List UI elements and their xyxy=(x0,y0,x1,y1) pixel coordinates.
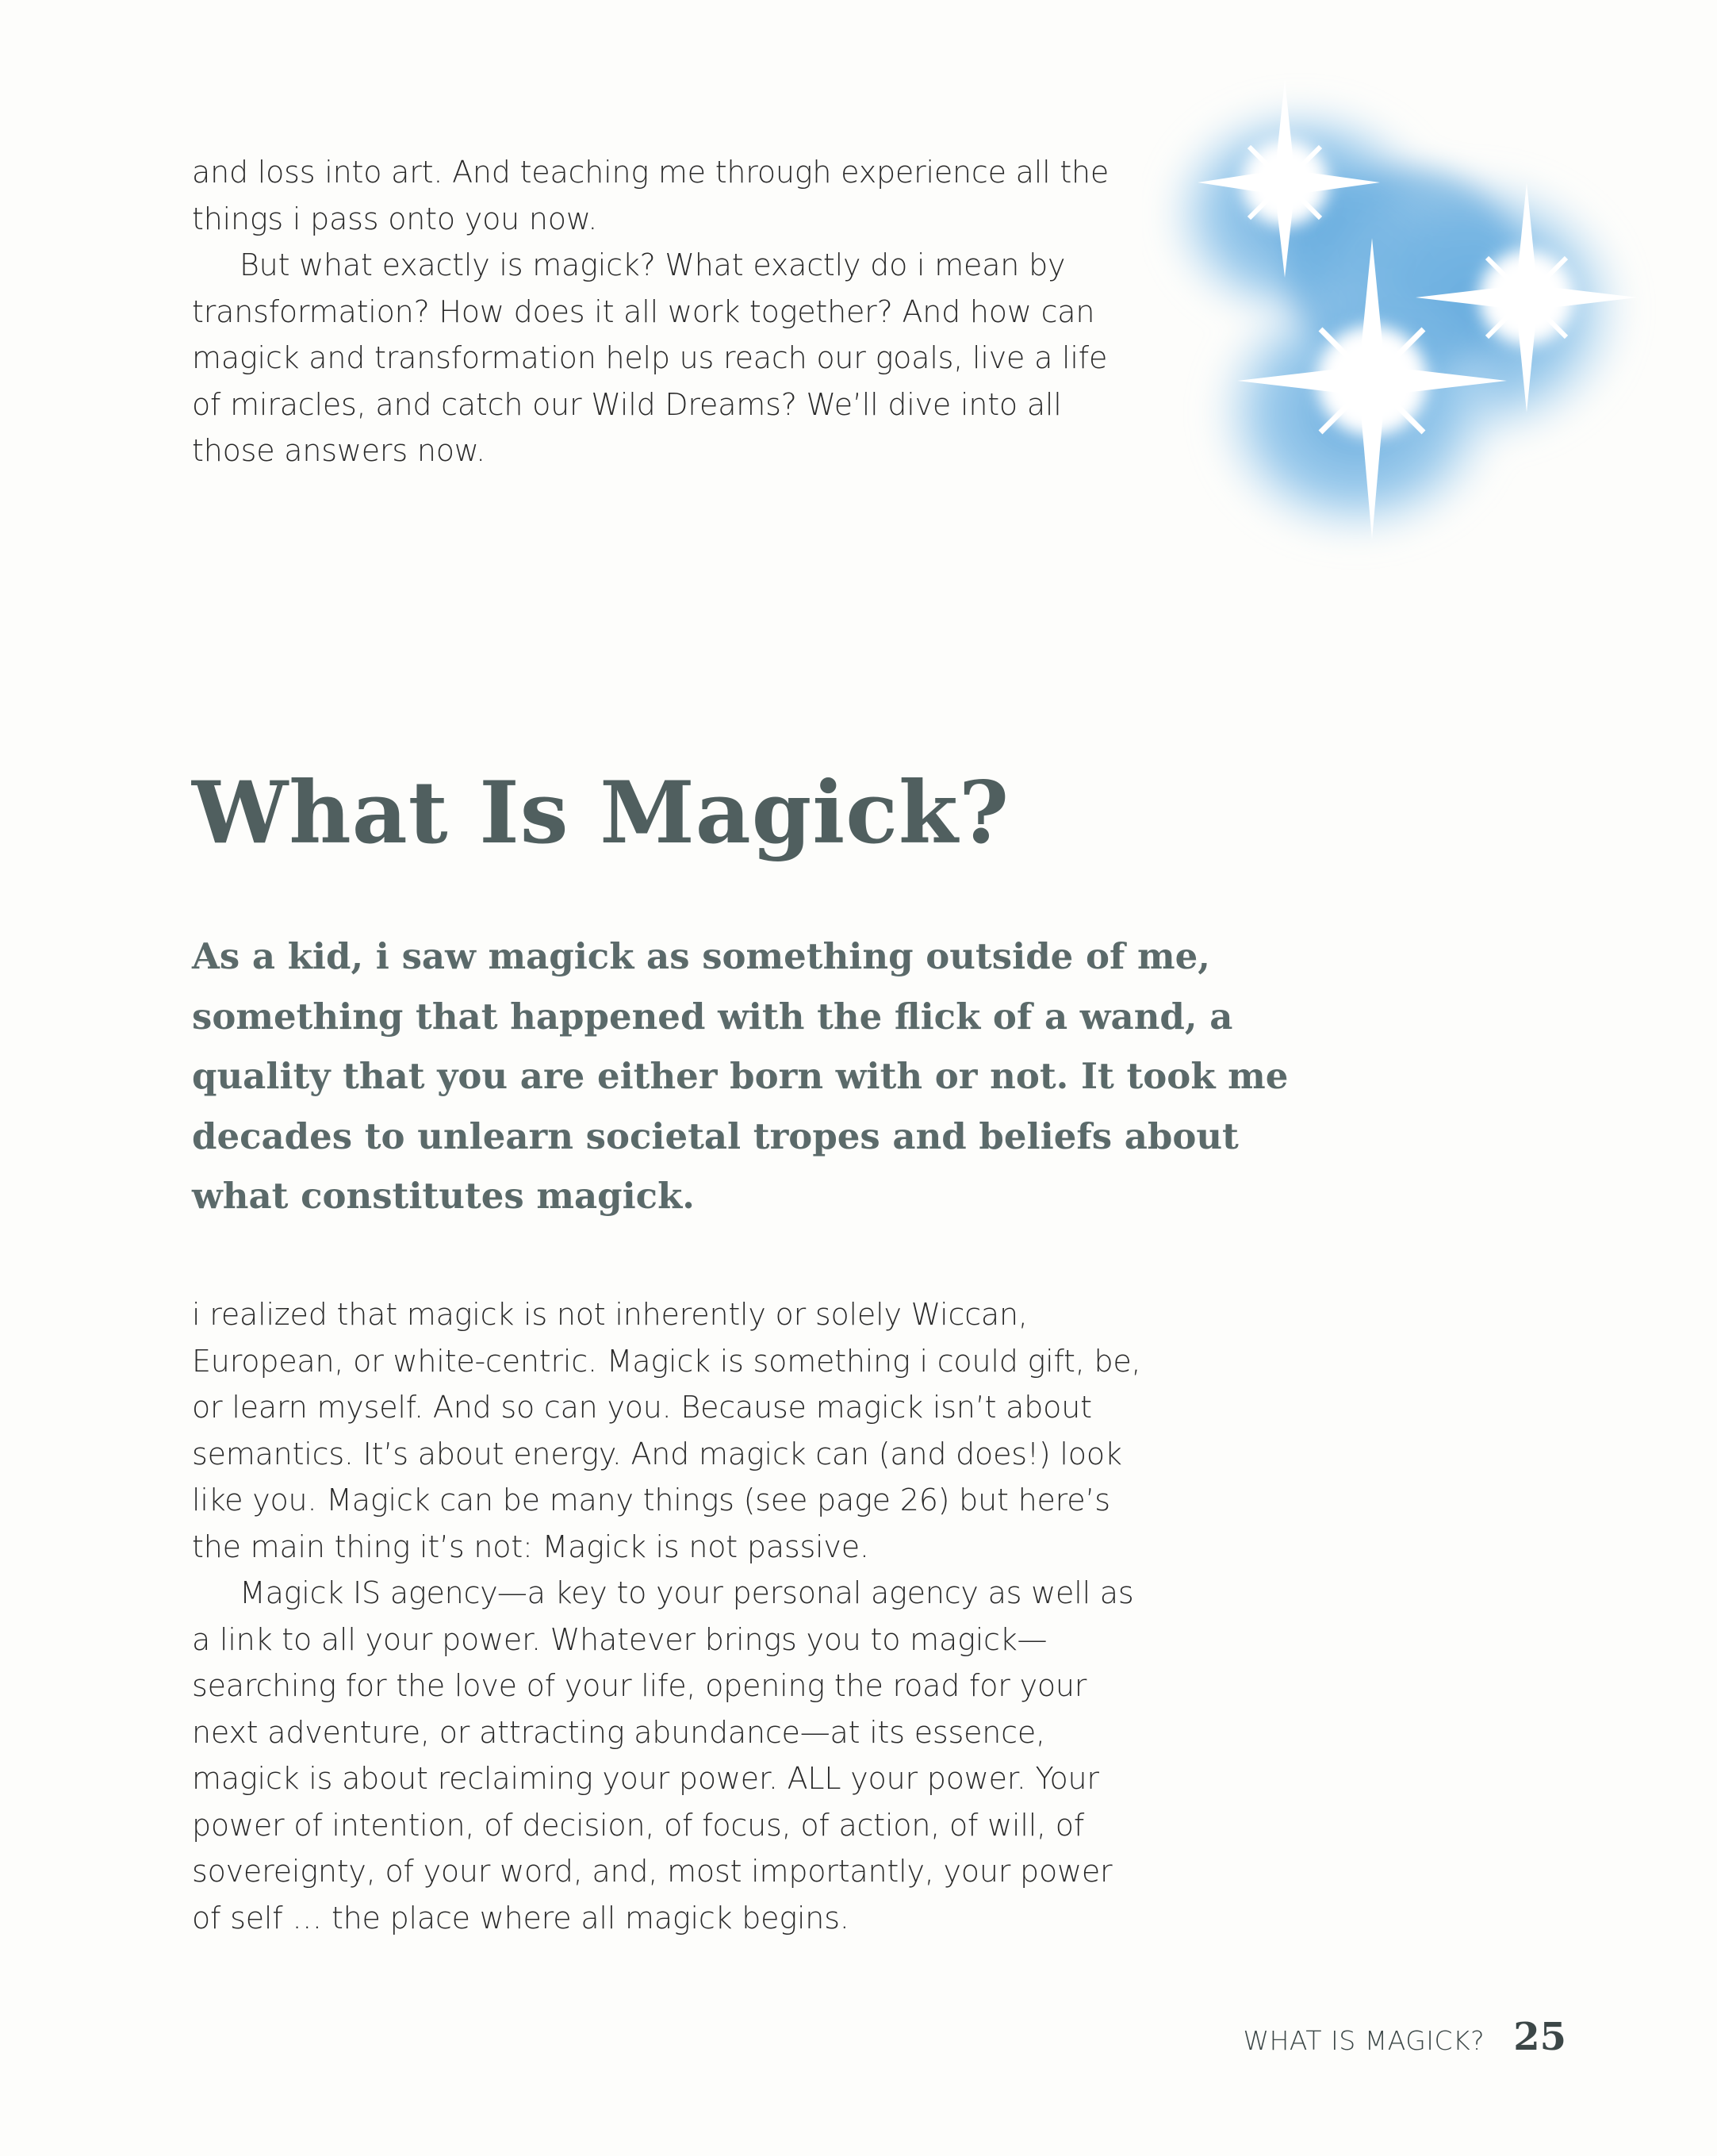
page-number: 25 xyxy=(1513,2015,1566,2059)
section-heading: What Is Magick? xyxy=(192,763,1010,863)
lead-paragraph: As a kid, i saw magick as something outside of me, something that happened with the flick of a wand, a quality that you are either born with or not. It took me decades to unlearn societal tropes and beliefs about what constitutes magick. xyxy=(192,935,1289,1217)
body-text xyxy=(192,1291,1144,1941)
continued-paragraph: and loss into art. And teaching me through experience all the things i pass onto you now. xyxy=(192,155,1110,236)
watercolor-stars-icon xyxy=(1142,63,1665,571)
running-head: WHAT IS MAGICK? xyxy=(1243,2025,1485,2056)
intro-questions-paragraph: But what exactly is magick? What exactly do i mean by transformation? How does it all work together? And how can magick and transformation help us reach our goals, live a life of miracles, and catch our Wild Dreams? We’ll dive into all those answers now. xyxy=(192,247,1108,468)
body-paragraph: i realized that magick is not inherently or solely Wiccan, European, or white-centric. Magick is something i could gift, be, or learn myself. And so can you. Because magick isn’t about semantics. It’s about energy. And magick can (and does!) look like you. Magick can be many things (see page 26) but here’s the main thing it’s not: Magick is not passive. xyxy=(192,1297,1141,1564)
body-paragraph: Magick IS agency—a key to your personal agency as well as a link to all your power. Whatever brings you to magick—searching for the love of your life, opening the road for your next adventure, or attracting abundance—at its essence, magick is about reclaiming your power. ALL your power. Your power of intention, of decision, of focus, of action, of will, of sovereignty, of your word, and, most importantly, your power of self … the place where all magick begins. xyxy=(192,1575,1134,1935)
page-footer xyxy=(1243,2015,1566,2059)
continued-text xyxy=(192,149,1144,474)
